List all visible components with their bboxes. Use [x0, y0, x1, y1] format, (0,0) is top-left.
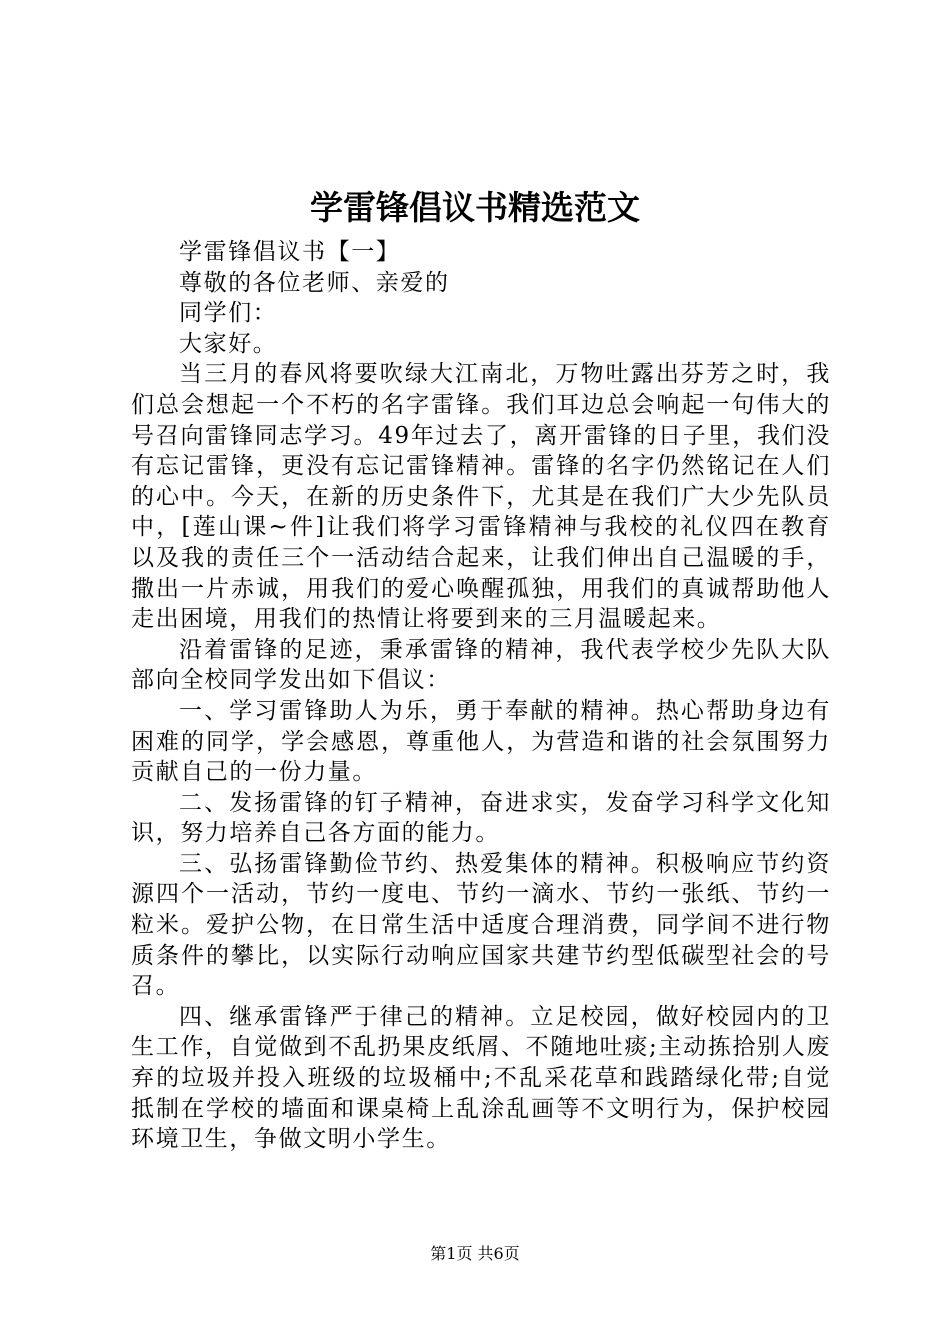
page-number: 第1页 共6页 — [430, 1244, 520, 1263]
body-paragraph: 沿着雷锋的足迹，秉承雷锋的精神，我代表学校少先队大队部向全校同学发出如下倡议： — [131, 636, 831, 694]
proposal-item: 三、弘扬雷锋勤俭节约、热爱集体的精神。积极响应节约资源四个一活动，节约一度电、节约一滴水、节约一张纸、节约一粒米。爱护公物，在日常生活中适度合理消费，同学间不进行物质条件的攀比，以实际行动响应国家共建节约型低碳型社会的号召。 — [131, 850, 831, 1000]
document-title: 学雷锋倡议书精选范文 — [310, 188, 640, 227]
proposal-item: 二、发扬雷锋的钉子精神，奋进求实，发奋学习科学文化知识，努力培养自己各方面的能力。 — [131, 789, 831, 847]
salutation-line: 同学们： — [179, 300, 278, 327]
body-paragraph: 当三月的春风将要吹绿大江南北，万物吐露出芬芳之时，我们总会想起一个不朽的名字雷锋。我们耳边总会响起一句伟大的号召向雷锋同志学习。49年过去了，离开雷锋的日子里，我们没有忘记雷锋，更没有忘记雷锋精神。雷锋的名字仍然铭记在人们的心中。今天，在新的历史条件下，尤其是在我们广大少先队员中，[莲山课~件]让我们将学习雷锋精神与我校的礼仪四在教育以及我的责任三个一活动结合起来，让我们伸出自己温暖的手，撒出一片赤诚，用我们的爱心唤醒孤独，用我们的真诚帮助他人走出困境，用我们的热情让将要到来的三月温暖起来。 — [131, 361, 831, 633]
document-body — [131, 237, 831, 1155]
greeting-line: 大家好。 — [179, 330, 278, 357]
section-heading: 学雷锋倡议书【一】 — [179, 239, 401, 265]
proposal-item: 四、继承雷锋严于律己的精神。立足校园，做好校园内的卫生工作，自觉做到不乱扔果皮纸屑、不随地吐痰;主动拣拾别人废弃的垃圾并投入班级的垃圾桶中;不乱采花草和践踏绿化带;自觉抵制在学校的墙面和课桌椅上乱涂乱画等不文明行为，保护校园环境卫生，争做文明小学生。 — [131, 1003, 831, 1153]
salutation-line: 尊敬的各位老师、亲爱的 — [179, 269, 450, 296]
proposal-item: 一、学习雷锋助人为乐，勇于奉献的精神。热心帮助身边有困难的同学，学会感恩，尊重他人，为营造和谐的社会氛围努力贡献自己的一份力量。 — [131, 697, 831, 786]
